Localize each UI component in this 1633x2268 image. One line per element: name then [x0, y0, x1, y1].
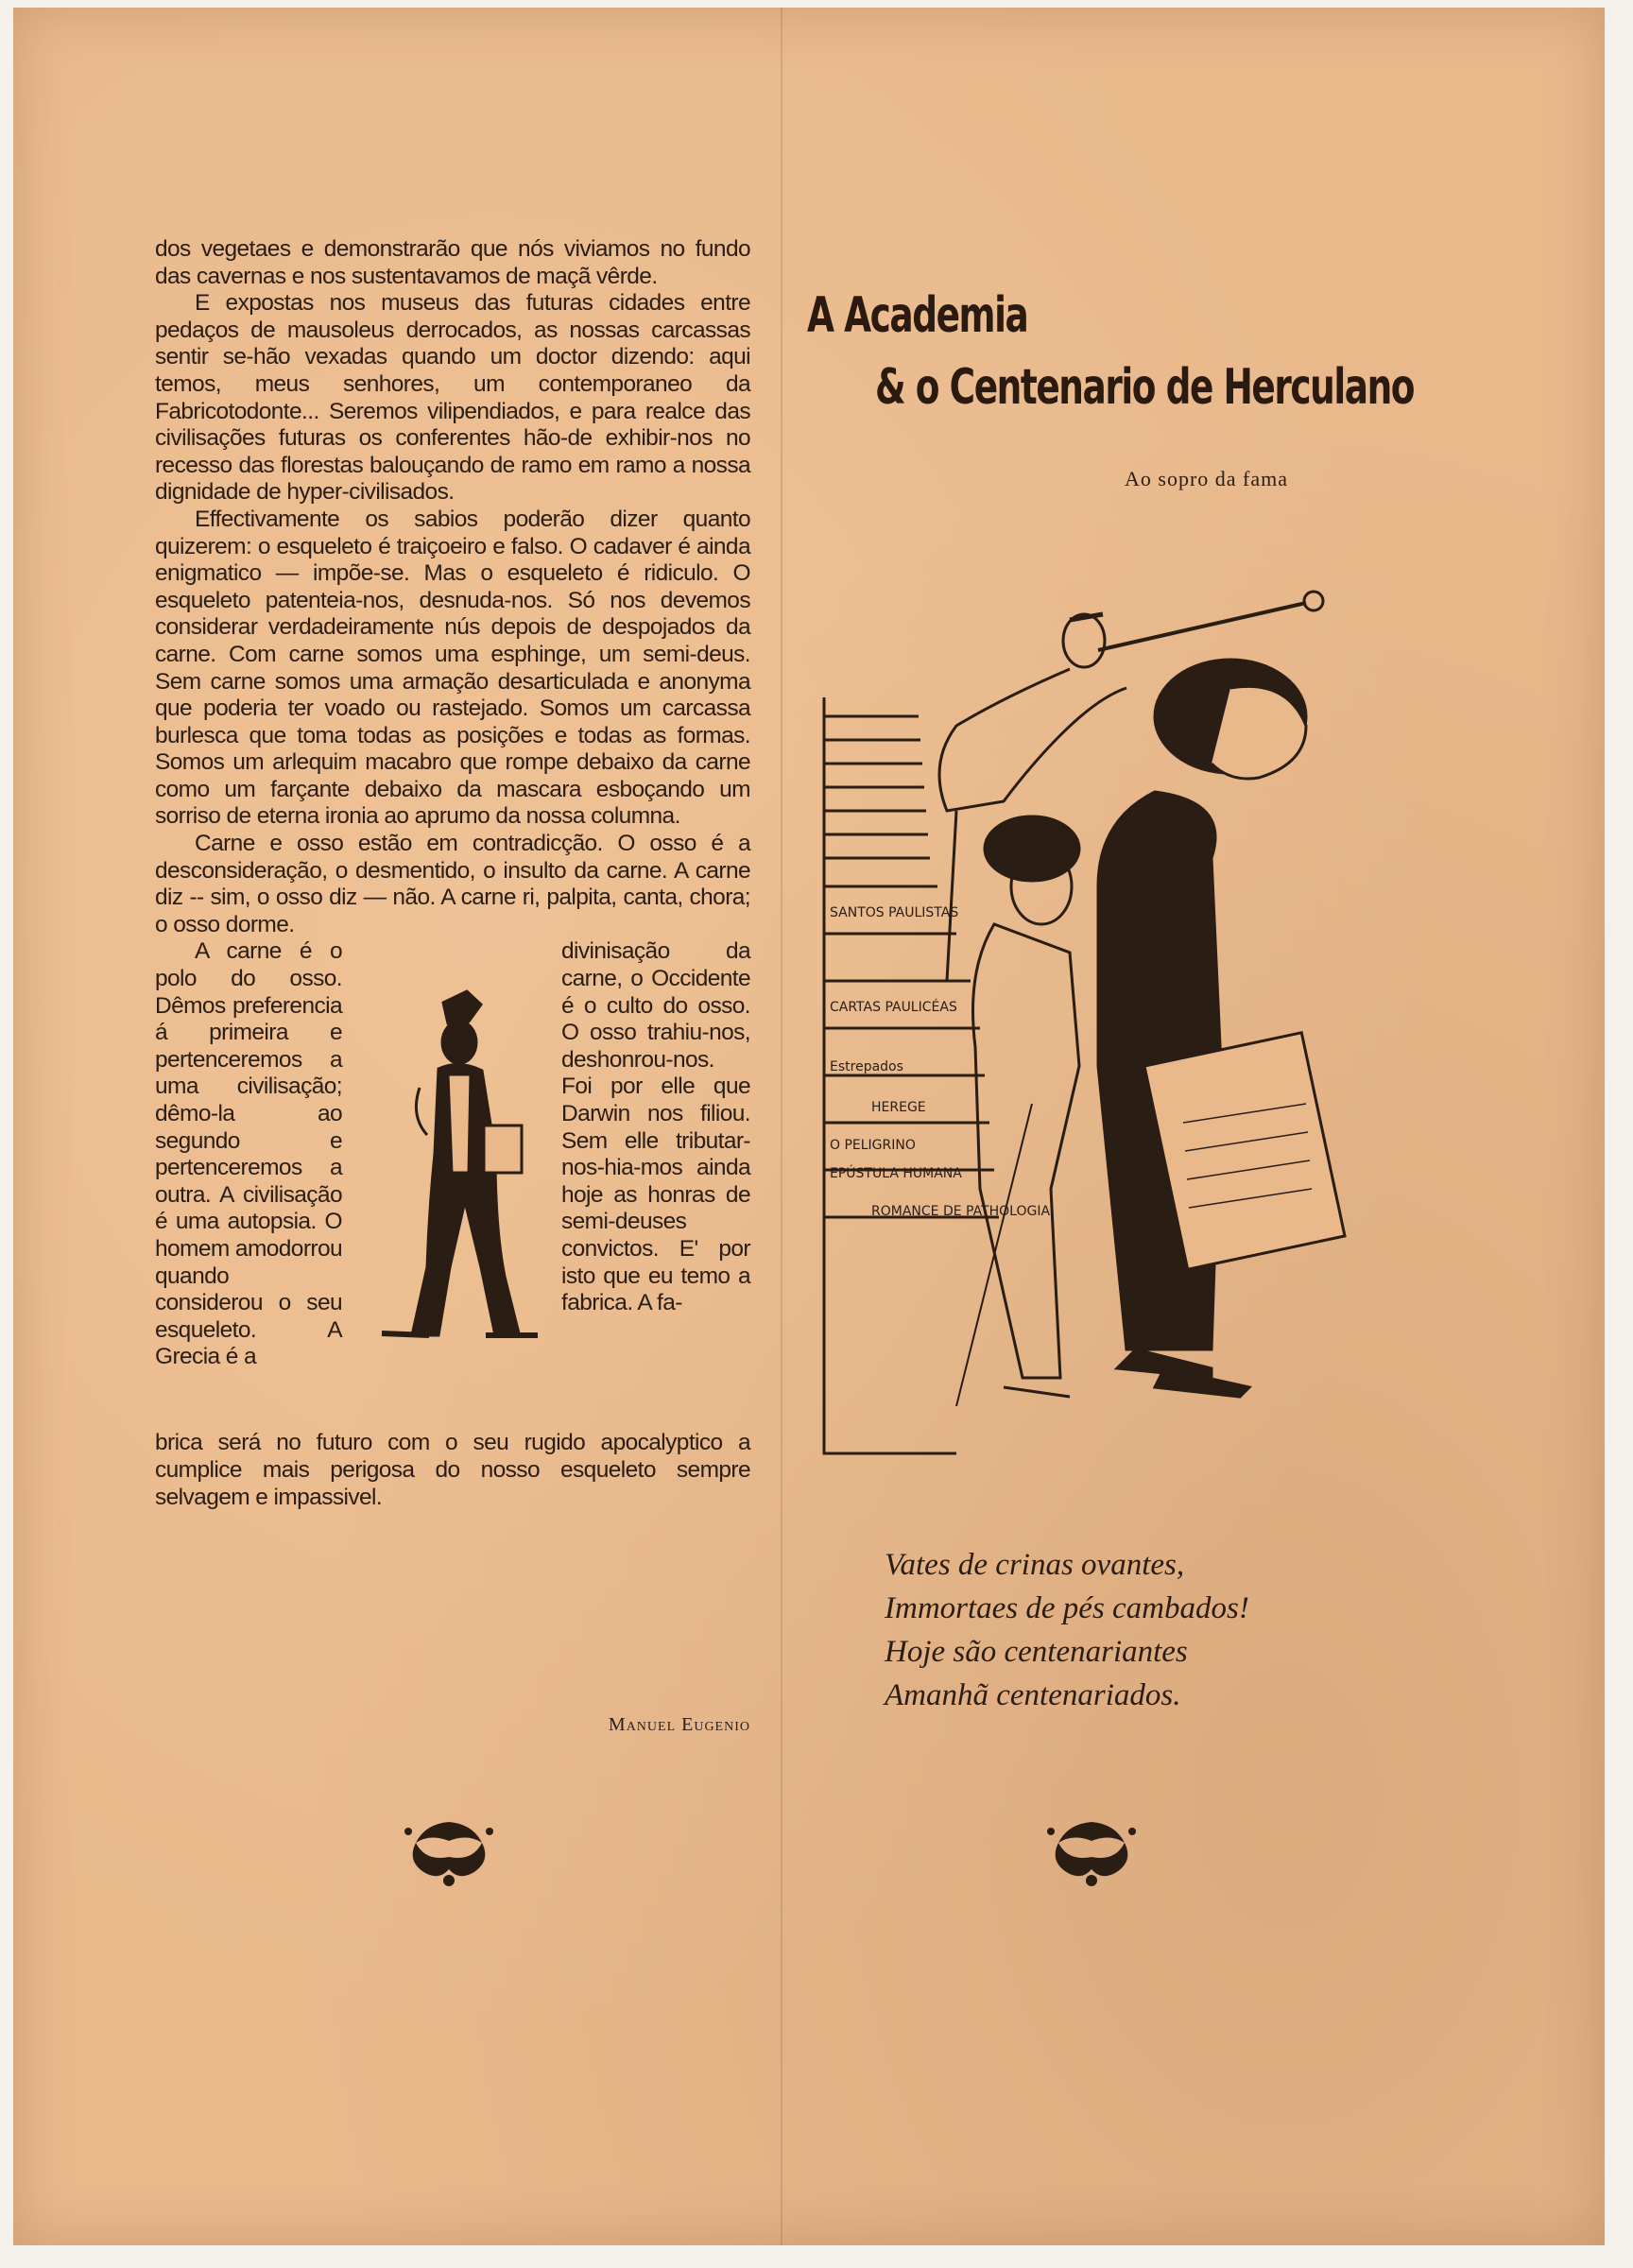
cartoon-title-line2: & o Centenario de Herculano	[875, 359, 1415, 416]
page-fold	[781, 8, 782, 2245]
text-right-of-figure: divinisação da carne, o Occidente é o culto do osso. O osso trahiu-nos, deshonrou-nos. Foi por elle que Darwin nos filiou. Sem elle tributar-nos-hia-mos ainda hoje as honras de semi-deuses convictos. E' por isto que eu temo a fabrica. A fa-	[561, 938, 750, 1316]
text-left-of-figure: A carne é o polo do osso. Dêmos preferencia á primeira e pertenceremos a uma civilisação; dêmo-la ao segundo e pertenceremos a outra. A civilisação é uma autopsia. O homem amodorrou quando considerou o seu esqueleto. A Grecia é a	[155, 938, 342, 1370]
verse-line-3: Hoje são centenariantes	[885, 1635, 1188, 1669]
paragraph-3: Effectivamente os sabios poderão dizer quanto quizerem: o esqueleto é traiçoeiro e falso. O cadaver é ainda enigmatico — impõe-se. Mas o esqueleto é ridiculo. O esqueleto patenteia-nos, desnuda-nos. Só nos devemos considerar verdadeiramente nús depois de despojados da carne. Com carne somos uma esphinge, um semi-deus. Sem carne somos uma armação desarticulada e anonyma que poderia ter voado ou rastejado. Somos um carcassa burlesca que toma todas as posições e todas as formas. Somos um arlequim macabro que rompe debaixo da carne como um farçante debaixo da mascara esboçando um sorriso de eterna ironia ao aprumo da nossa columna.	[155, 506, 750, 830]
ornament-right-icon	[1040, 1814, 1143, 1890]
paragraph-2: E expostas nos museus das futuras cidades entre pedaços de mausoleus derrocados, as nossas carcassas sentir se-hão vexadas quando um doctor dizendo: aqui temos, meus senhores, um contemporaneo da Fabricotodonte... Seremos vilipendiados, e para realce das civilisações futuras os conferentes hão-de exhibir-nos no recesso das florestas balouçando de ramo em ramo a nossa dignidade de hyper-civilisados.	[155, 290, 750, 506]
cartoon-illustration	[815, 575, 1363, 1463]
verse-line-1: Vates de crinas ovantes,	[885, 1548, 1185, 1582]
cartoon-subtitle: Ao sopro da fama	[1125, 467, 1289, 490]
poet-figure	[1098, 660, 1306, 1397]
cartoon-title-line1: A Academia	[807, 287, 1028, 344]
book-label-3: Estrepados	[830, 1059, 903, 1074]
young-man-figure	[956, 816, 1079, 1406]
text-tail: brica será no futuro com o seu rugido apocalyptico a cumplice mais perigosa do nosso esqueleto sempre selvagem e impassivel.	[155, 1430, 750, 1510]
book-label-6: EPÚSTULA HUMANA	[830, 1166, 962, 1181]
book-label-1: SANTOS PAULISTAS	[830, 905, 959, 920]
book-label-7: ROMANCE DE PATHOLOGIA	[871, 1204, 1051, 1219]
verse	[885, 1543, 1249, 1717]
book-label-5: O PELIGRINO	[830, 1138, 916, 1153]
article-text	[155, 236, 750, 1510]
book-label-4: HEREGE	[871, 1100, 926, 1115]
ornament-left-icon	[397, 1814, 501, 1890]
academician-figure	[353, 984, 552, 1381]
magazine-page	[13, 8, 1605, 2245]
verse-line-2: Immortaes de pés cambados!	[885, 1591, 1249, 1625]
paragraph-4: Carne e osso estão em contradicção. O osso é a desconsideração, o desmentido, o insulto da carne. A carne diz -- sim, o osso diz — não. A carne ri, palpita, canta, chora; o osso dorme.	[155, 831, 750, 937]
author-signature: Manuel Eugenio	[608, 1714, 750, 1735]
verse-line-4: Amanhã centenariados.	[885, 1678, 1181, 1712]
paragraph-1: dos vegetaes e demonstrarão que nós viviamos no fundo das cavernas e nos sustentavamos de maçã vêrde.	[155, 236, 750, 289]
book-label-2: CARTAS PAULICÉAS	[830, 1000, 957, 1015]
